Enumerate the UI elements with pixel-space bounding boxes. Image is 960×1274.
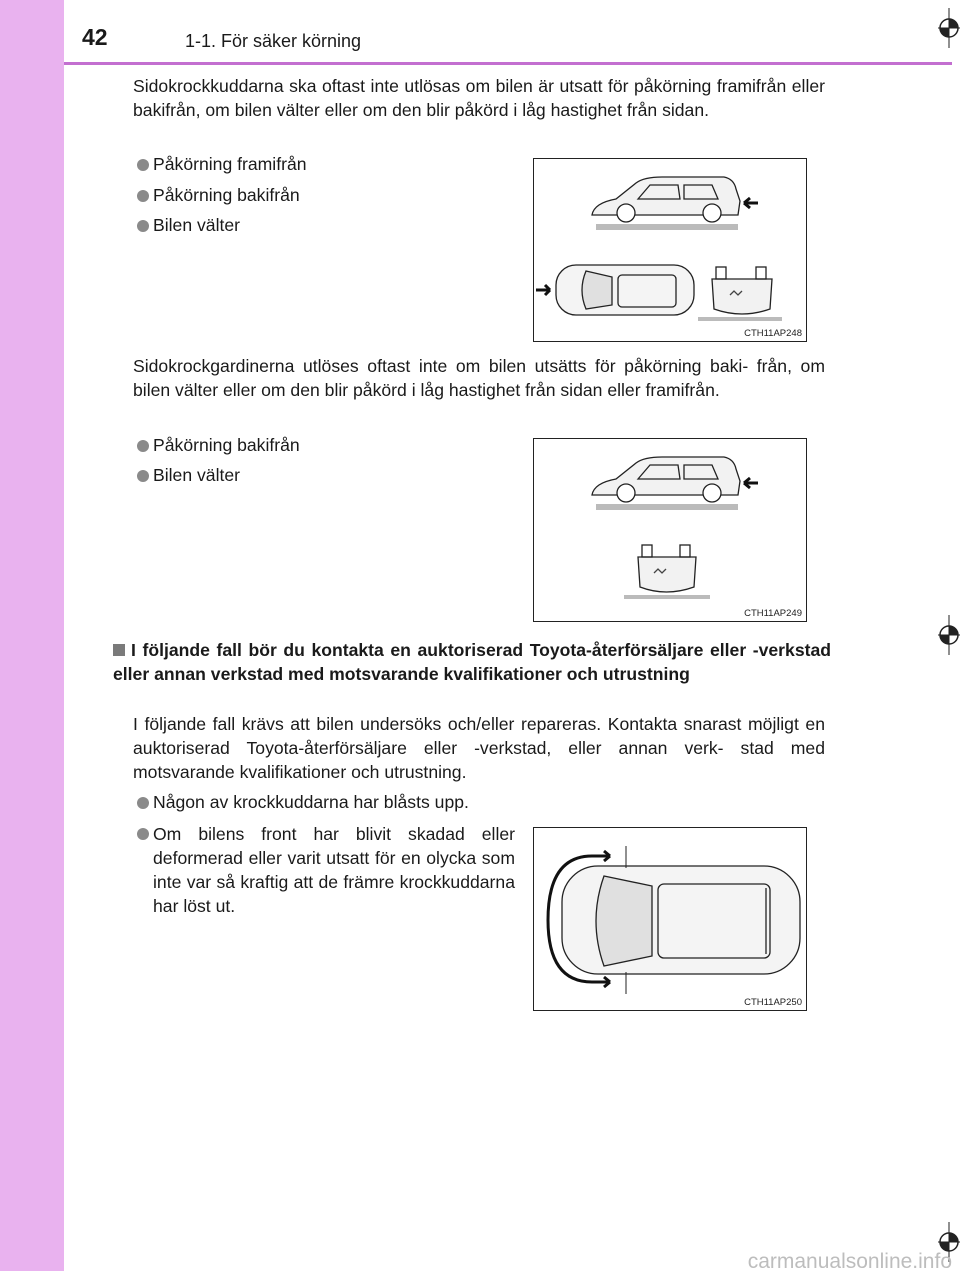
section-heading: I följande fall bör du kontakta en auktoriserad Toyota-återförsäljare eller -verkstad eller annan verkstad med motsvarande kvalifikationer och utrustning	[113, 640, 831, 684]
list-item: Påkörning framifrån	[137, 152, 307, 176]
footer-watermark: carmanualsonline.info	[747, 1250, 952, 1273]
paragraph-side-airbags: Sidokrockkuddarna ska oftast inte utlösas om bilen är utsatt för påkörning framifrån eller bakifrån, om bilen välter eller om den blir påkörd i låg hastighet från sidan.	[133, 76, 825, 120]
list-item: Påkörning bakifrån	[137, 433, 300, 457]
impact-arrow-icon	[744, 478, 758, 488]
heading-square-icon	[113, 644, 125, 656]
car-side-view-icon	[592, 457, 740, 502]
bullet-icon	[137, 797, 149, 809]
list-item: Någon av krockkuddarna har blåsts upp.	[137, 790, 469, 814]
list-item: Påkörning bakifrån	[137, 183, 300, 207]
bullet-icon	[137, 159, 149, 171]
car-top-view-icon	[556, 265, 694, 315]
figure-caption: CTH11AP250	[744, 997, 802, 1008]
page-number: 42	[82, 24, 108, 50]
bullet-icon	[137, 440, 149, 452]
paragraph-contact-dealer: I följande fall krävs att bilen undersöks och/eller repareras. Kontakta snarast möjligt en auktoriserad Toyota-återförsäljare eller -verkstad, eller annan verk- stad med motsvarande kvalifikationer och utrustning.	[133, 714, 825, 782]
list-item: Om bilens front har blivit skadad eller deformerad eller varit utsatt för en olycka som inte var så kraftig att de främre krockkuddarna har löst ut.	[137, 822, 515, 918]
chapter-sidebar	[0, 0, 64, 1271]
paragraph-curtain-airbags: Sidokrockgardinerna utlöses oftast inte om bilen utsätts för påkörning baki- från, om bilen välter eller om den blir påkörd i låg hastighet från sidan eller framifrån.	[133, 356, 825, 400]
bullet-icon	[137, 828, 149, 840]
figure-caption: CTH11AP248	[744, 328, 802, 339]
car-top-view-icon	[562, 866, 800, 974]
figure-collision-types-1	[533, 158, 807, 342]
registration-mark-icon	[938, 8, 960, 48]
list-item: Bilen välter	[137, 463, 240, 487]
car-overturned-icon	[712, 267, 772, 314]
impact-arrow-icon	[536, 285, 550, 295]
header-rule	[64, 62, 952, 65]
figure-front-damage	[533, 827, 807, 1011]
bullet-icon	[137, 190, 149, 202]
bullet-icon	[137, 220, 149, 232]
car-side-view-icon	[592, 177, 740, 222]
car-overturned-icon	[638, 545, 696, 592]
figure-caption: CTH11AP249	[744, 608, 802, 619]
impact-arrow-icon	[744, 198, 758, 208]
list-item: Bilen välter	[137, 213, 240, 237]
bullet-icon	[137, 470, 149, 482]
figure-collision-types-2	[533, 438, 807, 622]
section-title: 1-1. För säker körning	[185, 31, 362, 51]
registration-mark-icon	[938, 615, 960, 655]
